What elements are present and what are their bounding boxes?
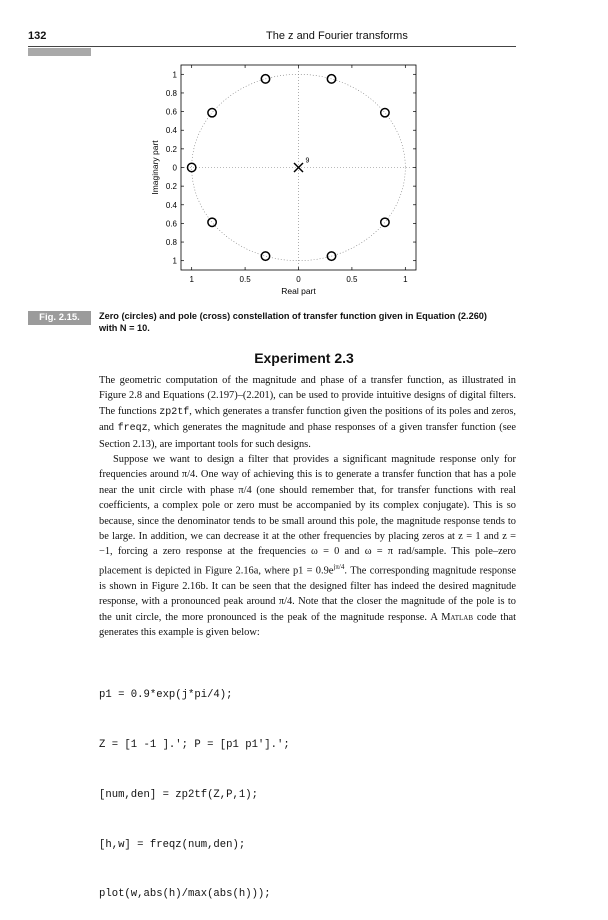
zero-marker xyxy=(208,109,216,117)
y-tick-label: 0.2 xyxy=(165,182,177,192)
y-tick-label: 0.6 xyxy=(165,219,177,229)
section-title: Experiment 2.3 xyxy=(254,350,354,366)
zero-marker xyxy=(187,163,195,171)
p2-superscript: jπ/4 xyxy=(333,562,345,571)
code-line: [num,den] = zp2tf(Z,P,1); xyxy=(99,788,258,801)
page-header xyxy=(28,30,516,46)
p2-text-3: code that generates this example is given below: xyxy=(99,611,517,638)
y-tick-label: 0.4 xyxy=(165,200,177,210)
paragraph-1 xyxy=(99,373,516,452)
body-text xyxy=(99,373,516,640)
header-rule xyxy=(28,46,516,47)
y-tick-label: 1 xyxy=(172,70,177,80)
y-tick-label: 0.6 xyxy=(165,107,177,117)
zero-marker xyxy=(261,75,269,83)
p1-code-freqz: freqz xyxy=(117,423,148,435)
code-line: p1 = 0.9*exp(j*pi/4); xyxy=(99,689,233,702)
x-tick-label: 0 xyxy=(296,275,301,284)
y-tick-label: 0.4 xyxy=(165,126,177,136)
running-title: The z and Fourier transforms xyxy=(266,30,408,42)
zero-marker xyxy=(381,109,389,117)
figure-tag: Fig. 2.15. xyxy=(28,311,91,325)
p1-text-3: , which generates the magnitude and phase responses of a given transfer function (see Section 2.13), are important tools for such designs. xyxy=(99,422,516,450)
zero-marker xyxy=(208,218,216,226)
p2-text-2: . The corresponding magnitude response is shown in Figure 2.16b. It can be seen that the designed filter has indeed the desired magnitude response, with a pronounced peak around π/4. Note that the closer the magnitude of the pole is to the unit circle, the more pronounced is the peak of the magnitude response. A xyxy=(99,565,516,623)
y-axis-label: Imaginary part xyxy=(150,140,160,195)
p2-text-1: Suppose we want to design a filter that provides a significant magnitude response only for frequencies around π/4. One way of achieving this is to generate a transfer function that has a pole near the unit circle with phase π/4 (one should remember that, for transfer functions with real coefficients, a complex pole or zero must be accompanied by its complex conjugate). This is so because, since the denominator tends to be small around this pole, the magnitude response tends to be large. In addition, we can decrease it at the other frequencies by placing zeros at z = 1 and z = −1, forcing a zero response at the frequencies ω = 0 and ω = π rad/sample. This pole–zero placement is depicted in Figure 2.16a, where p1 = 0.9e xyxy=(99,454,516,577)
code-block xyxy=(99,654,519,920)
p2-matlab: Matlab xyxy=(441,611,473,623)
pole-multiplicity-label: 9 xyxy=(305,157,310,165)
code-line: [h,w] = freqz(num,den); xyxy=(99,838,246,851)
y-tick-label: 0.2 xyxy=(165,144,177,154)
p1-text-1: The geometric computation of the magnitude and phase of a transfer function, as illustrated in Figure 2.8 and Equations (2.197)–(2.201), can be used to provide intuitive designs of digital filters. The functions xyxy=(99,375,516,417)
x-tick-label: 1 xyxy=(189,275,194,284)
y-tick-label: 1 xyxy=(172,256,177,266)
figure-caption: Zero (circles) and pole (cross) constellation of transfer function given in Equation (2.260) with N = 10. xyxy=(99,311,487,333)
zero-marker xyxy=(261,252,269,260)
y-tick-label: 0 xyxy=(172,163,177,173)
x-tick-label: 0.5 xyxy=(346,275,358,284)
code-line: Z = [1 -1 ].'; P = [p1 p1'].'; xyxy=(99,738,290,751)
x-axis-label: Real part xyxy=(281,286,316,296)
x-tick-label: 1 xyxy=(403,275,408,284)
p1-code-zp2tf: zp2tf xyxy=(159,406,190,418)
y-tick-label: 0.8 xyxy=(165,238,177,248)
x-tick-label: 0.5 xyxy=(239,275,251,284)
p1-text-2: , which generates a transfer function given the positions of its poles and zeros, and xyxy=(99,405,516,434)
paragraph-2 xyxy=(99,452,516,640)
zero-marker xyxy=(381,218,389,226)
pole-zero-plot xyxy=(150,60,440,300)
code-line: plot(w,abs(h)/max(abs(h))); xyxy=(99,888,271,901)
header-accent-bar xyxy=(28,48,91,56)
page-number: 132 xyxy=(28,30,47,42)
y-tick-label: 0.8 xyxy=(165,88,177,98)
